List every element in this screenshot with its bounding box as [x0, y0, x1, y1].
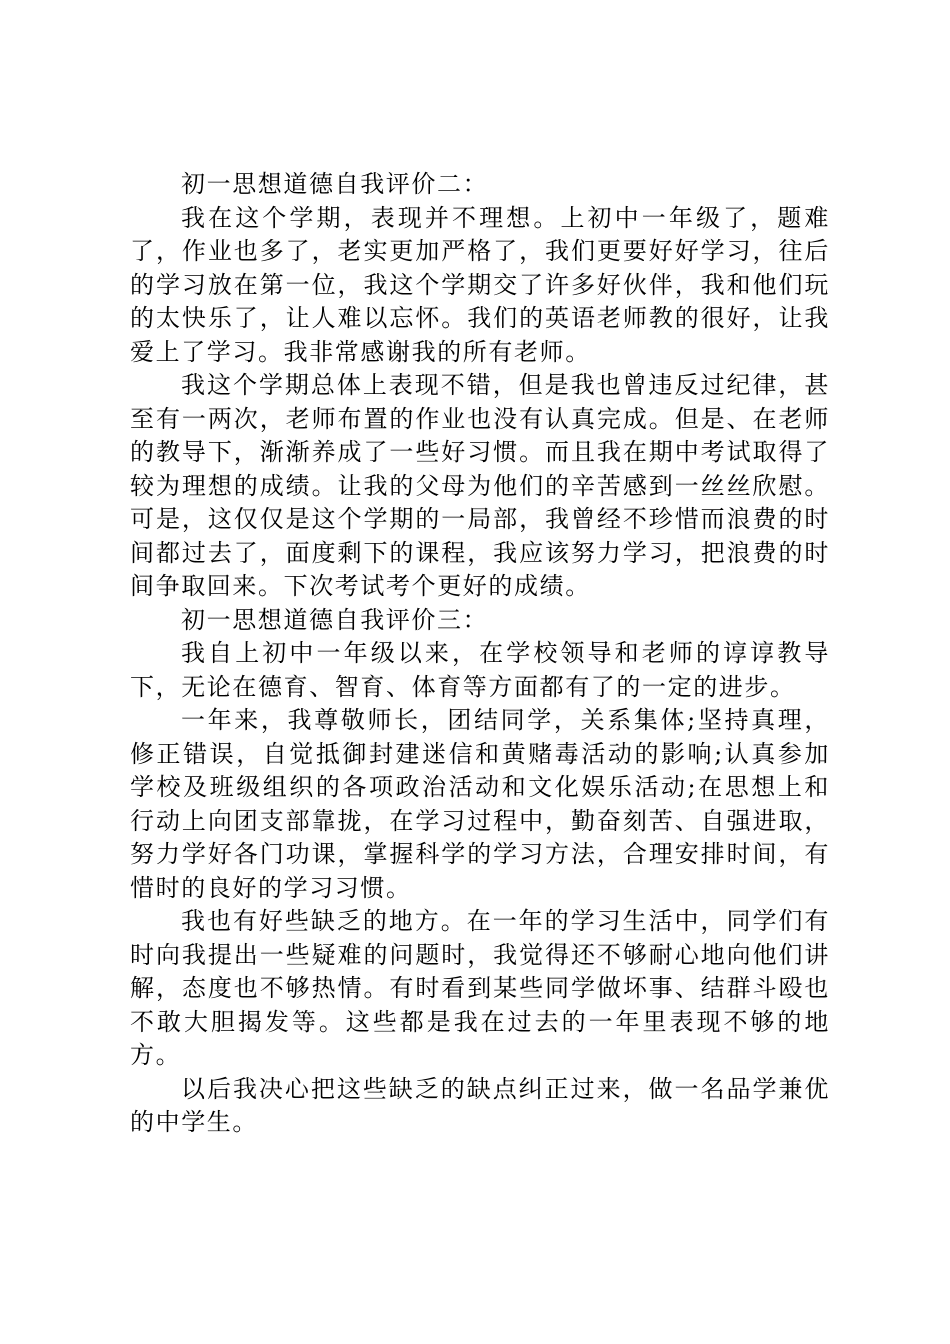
- paragraph: 以后我决心把这些缺乏的缺点纠正过来，做一名品学兼优的中学生。: [130, 1074, 830, 1136]
- paragraph: 我自上初中一年级以来，在学校领导和老师的谆谆教导下，无论在德育、智育、体育等方面都有了的一定的进步。: [130, 639, 830, 701]
- section-heading-2: 初一思想道德自我评价二：: [181, 170, 489, 198]
- paragraph: 我这个学期总体上表现不错，但是我也曾违反过纪律，甚至有一两次，老师布置的作业也没有认真完成。但是、在老师的教导下，渐渐养成了一些好习惯。而且我在期中考试取得了较为理想的成绩。让我的父母为他们的辛苦感到一丝丝欣慰。可是，这仅仅是这个学期的一局部，我曾经不珍惜而浪费的时间都过去了，面度剩下的课程，我应该努力学习，把浪费的时间争取回来。下次考试考个更好的成绩。: [130, 371, 830, 600]
- section-heading-3: 初一思想道德自我评价三：: [181, 605, 489, 634]
- paragraph: 我也有好些缺乏的地方。在一年的学习生活中，同学们有时向我提出一些疑难的问题时，我觉得还不够耐心地向他们讲解，态度也不够热情。有时看到某些同学做坏事、结群斗殴也不敢大胆揭发等。这些都是我在过去的一年里表现不够的地方。: [130, 907, 830, 1069]
- paragraph: 一年来，我尊敬师长，团结同学，关系集体;坚持真理，修正错误，自觉抵御封建迷信和黄赌毒活动的影响;认真参加学校及班级组织的各项政治活动和文化娱乐活动;在思想上和行动上向团支部靠拢，在学习过程中，勤奋刻苦、自强进取，努力学好各门功课，掌握科学的学习方法，合理安排时间，有惜时的良好的学习习惯。: [130, 706, 830, 902]
- document-body: [130, 168, 830, 1140]
- paragraph: 我在这个学期，表现并不理想。上初中一年级了，题难了，作业也多了，老实更加严格了，我们更要好好学习，往后的学习放在第一位，我这个学期交了许多好伙伴，我和他们玩的太快乐了，让人难以忘怀。我们的英语老师教的很好，让我爱上了学习。我非常感谢我的所有老师。: [130, 203, 830, 366]
